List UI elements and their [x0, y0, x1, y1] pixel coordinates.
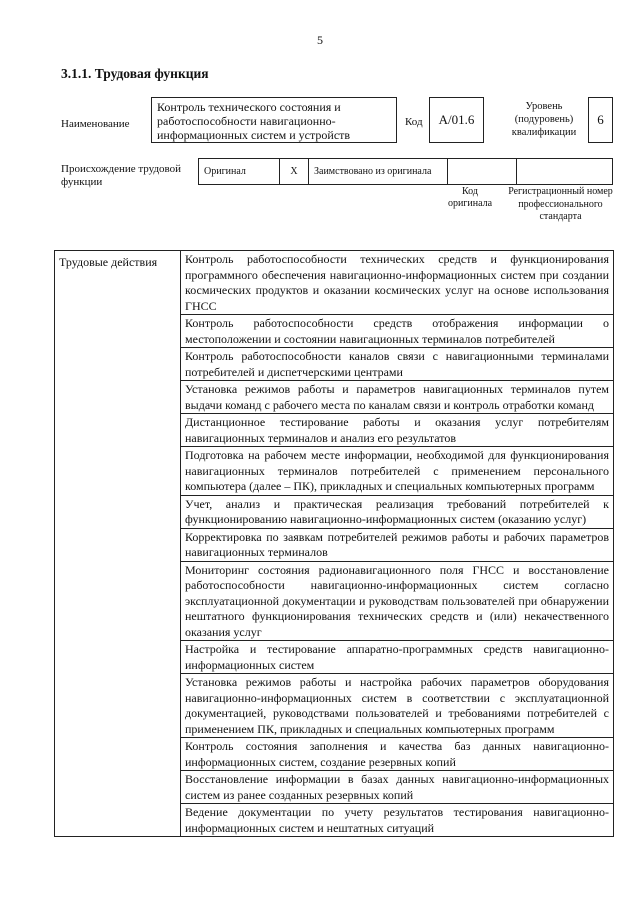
origin-original-mark: X [280, 159, 309, 185]
labor-action-item: Восстановление информации в базах данных навигационно-информационных систем из ранее созданных резервных копий [181, 771, 614, 804]
origin-code-label: Код оригинала [447, 186, 493, 209]
origin-reg-label: Регистрационный номер профессионального стандарта [508, 186, 613, 222]
section-title: 3.1.1. Трудовая функция [61, 66, 209, 81]
page-number: 5 [317, 33, 323, 47]
labor-action-item: Ведение документации по учету результатов тестирования навигационно-информационных систем и нештатных ситуаций [181, 804, 614, 837]
labor-action-item: Контроль работоспособности средств отображения информации о местоположении и состоянии навигационных терминалов потребителей [181, 315, 614, 348]
function-name: Контроль технического состояния и работоспособности навигационно-информационных систем и устройств [157, 100, 351, 142]
origin-original-label: Оригинал [199, 159, 280, 185]
labor-action-item: Учет, анализ и практическая реализация требований потребителей к функционированию навигационно-информационных систем (оказанию услуг) [181, 495, 614, 528]
labor-action-item: Настройка и тестирование аппаратно-программных средств навигационно-информационных систем [181, 641, 614, 674]
origin-label: Происхождение трудовой функции [61, 163, 182, 188]
labor-action-item: Установка режимов работы и параметров навигационных терминалов путем выдачи команд с рабочего места по каналам связи и контроль отработки команд [181, 381, 614, 414]
labor-action-item: Контроль работоспособности технических средств и функционирования программного обеспечения навигационно-информационных систем при создании космических продуктов и оказании космических услуг на основе использования ГНСС [181, 251, 614, 315]
labor-action-item: Установка режимов работы и настройка рабочих параметров оборудования навигационно-информационных систем в соответствии с эксплуатационной документацией, руководствами пользователей и требованиями потребителей с применением ПК, прикладных и специальных компьютерных программ [181, 674, 614, 738]
code-label: Код [405, 116, 423, 128]
labor-actions-table [54, 250, 614, 837]
level-value: 6 [597, 112, 604, 127]
origin-borrowed-label: Заимствовано из оригинала [309, 159, 448, 185]
labor-action-item: Мониторинг состояния радионавигационного поля ГНСС и восстановление работоспособности навигационно-информационных систем согласно эксплуатационной документации и руководствам пользователей при обнаружении нештатного функционирования технических средств и (или) некачественного оказания услуг [181, 561, 614, 641]
function-name-box [151, 97, 397, 143]
labor-action-item: Подготовка на рабочем месте информации, необходимой для функционирования навигационных терминалов потребителей с применением персонального компьютера (далее – ПК), прикладных и специальных компьютерных программ [181, 447, 614, 496]
code-box [429, 97, 484, 143]
origin-code-cell [448, 159, 517, 185]
name-label: Наименование [61, 118, 130, 130]
code-value: A/01.6 [438, 112, 475, 127]
labor-action-item: Контроль состояния заполнения и качества баз данных навигационно-информационных систем, создание резервных копий [181, 738, 614, 771]
labor-action-item: Корректировка по заявкам потребителей режимов работы и рабочих параметров навигационных терминалов [181, 528, 614, 561]
level-box [588, 97, 613, 143]
labor-action-item: Дистанционное тестирование работы и оказания услуг потребителям навигационных терминалов и анализ его результатов [181, 414, 614, 447]
labor-actions-label: Трудовые действия [55, 251, 181, 837]
origin-table [198, 158, 613, 185]
origin-reg-cell [517, 159, 613, 185]
labor-action-item: Контроль работоспособности каналов связи с навигационными терминалами потребителей и диспетчерскими центрами [181, 348, 614, 381]
level-label: Уровень (подуровень) квалификации [511, 101, 577, 138]
table-row [55, 251, 614, 315]
